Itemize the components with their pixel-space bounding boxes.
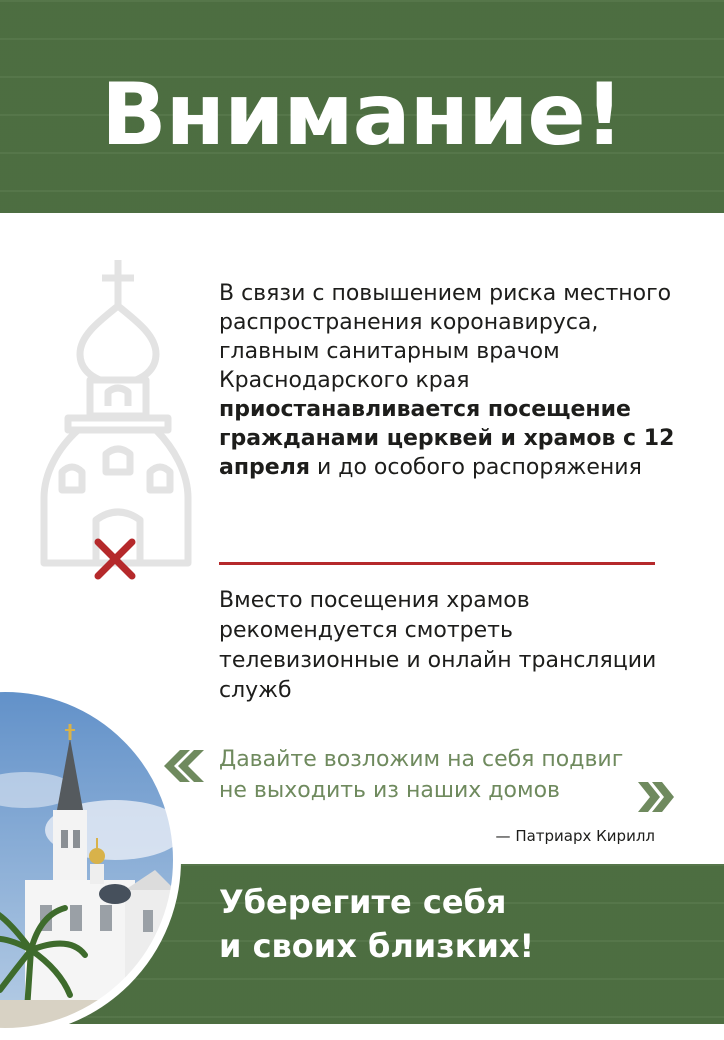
notice-text-end: и до особого распоряжения: [309, 455, 642, 480]
quote-attribution: — Патриарх Кирилл: [495, 827, 655, 845]
footer-slogan: [219, 880, 699, 968]
notice-text: [219, 279, 699, 482]
quote-close-icon: [638, 782, 674, 812]
divider-line: [219, 562, 655, 565]
notice-text-regular: В связи с повышением риска местного распространения коронавируса, главным санитарным врачом Краснодарского края: [219, 281, 672, 393]
page-title: Внимание!: [101, 65, 623, 165]
recommendation-text: Вместо посещения храмов рекомендуется смотреть телевизионные и онлайн трансляции служб: [219, 588, 657, 703]
footer-slogan-line-2: и своих близких!: [219, 927, 535, 965]
header-banner: [0, 0, 724, 213]
notice-text-bold: приостанавливается посещение гражданами церквей и храмов с 12 апреля: [219, 397, 675, 480]
x-mark-icon: [98, 542, 132, 576]
footer-slogan-line-1: Уберегите себя: [219, 883, 507, 921]
church-outline-icon: [38, 258, 194, 590]
church-photo: [0, 680, 185, 1040]
quote-text: Давайте возложим на себя подвиг не выходить из наших домов: [219, 747, 624, 803]
